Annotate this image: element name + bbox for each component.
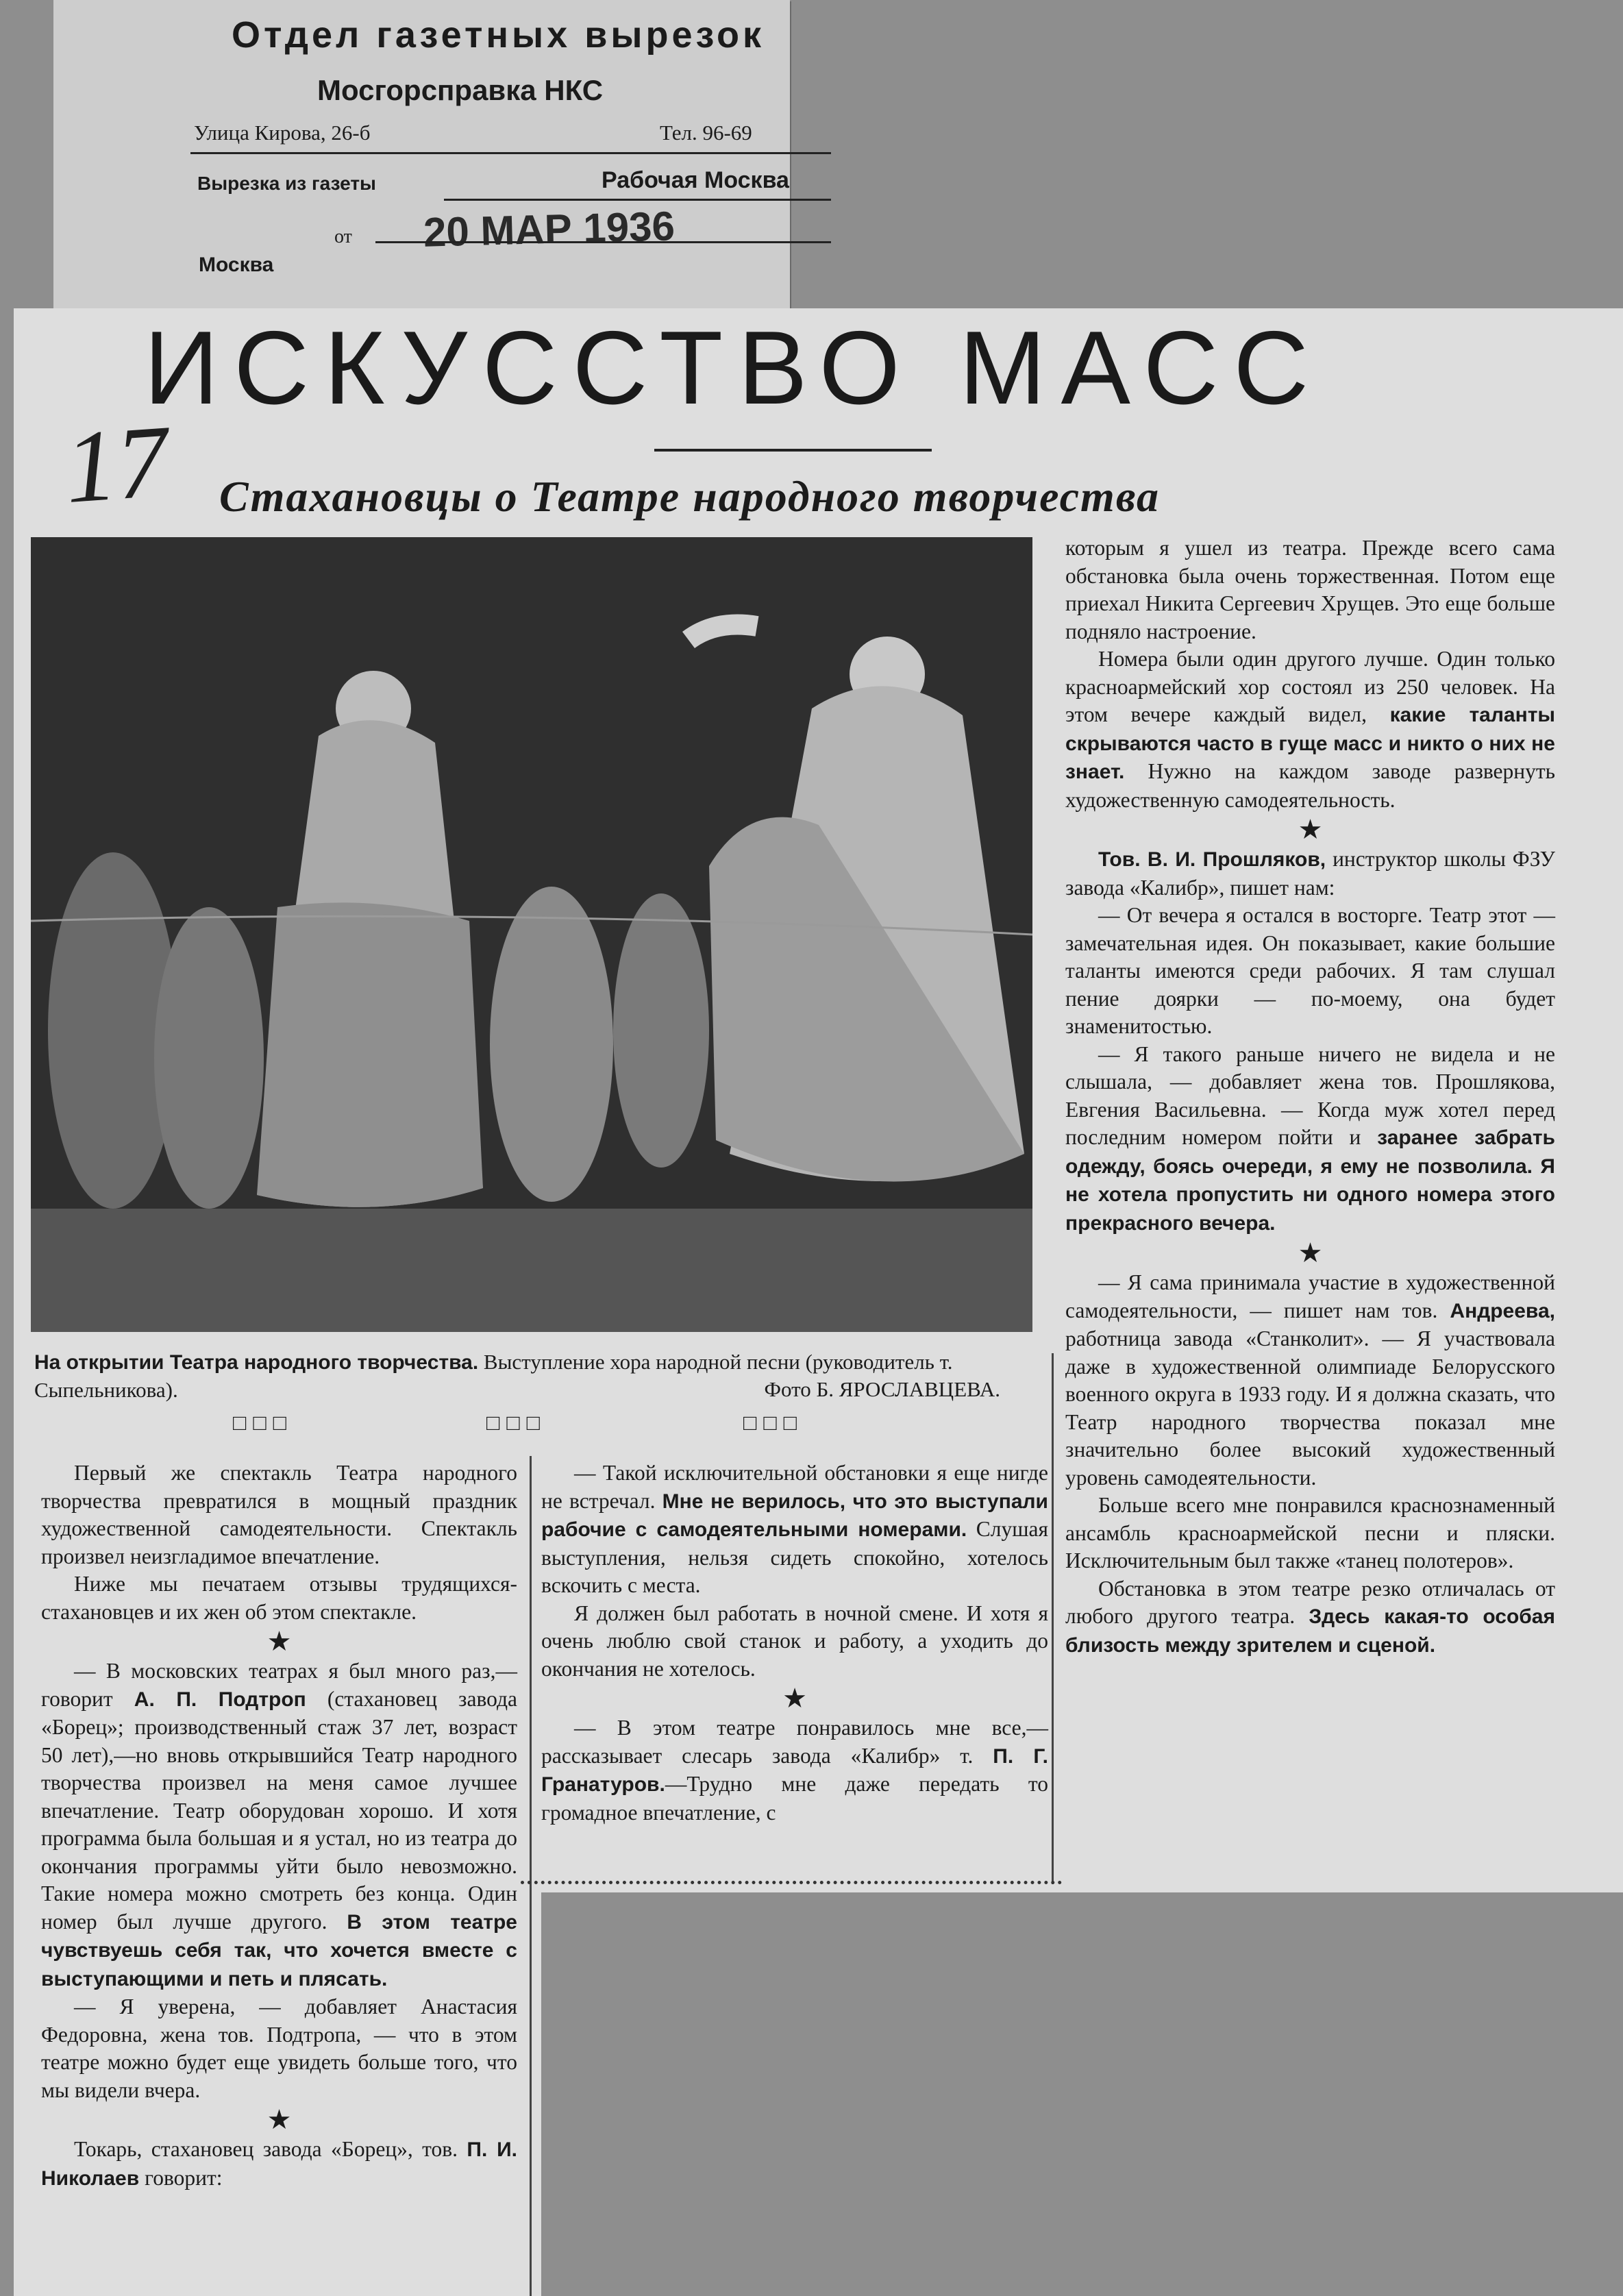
article-subheadline: Стахановцы о Театре народного творчества bbox=[219, 472, 1160, 521]
paragraph: которым я ушел из театра. Прежде всего сама обстановка была очень торжественная. Потом еще приехал Никита Сергеевич Хрущев. Это еще больше подняло настроение. bbox=[1065, 536, 1555, 643]
paragraph bbox=[1065, 1269, 1555, 1492]
person-name: А. П. Подтроп bbox=[134, 1688, 306, 1711]
headline-rule bbox=[654, 449, 932, 452]
paragraph: Первый же спектакль Театра народного творчества превратился в мощный праздник художественной самодеятельности. Спектакль произвел неизгладимое впечатление. bbox=[41, 1461, 517, 1568]
caption-credit: Фото Б. ЯРОСЛАВЦЕВА. bbox=[764, 1377, 1000, 1401]
caption-text: Выступление хора народной песни (руководитель т. Сыпельникова). bbox=[34, 1350, 953, 1402]
stamp-rule bbox=[375, 241, 831, 243]
text-run: — Такой исключительной обстановки я еще нигде не встречал. bbox=[541, 1461, 1048, 1513]
star-separator: ★ bbox=[1298, 1237, 1323, 1268]
text-run: Номера были один другого лучше. Один только красноармейский хор состоял из 250 человек. На этом вечере каждый видел, bbox=[1065, 647, 1555, 726]
person-name: Тов. В. И. Прошляков, bbox=[1098, 848, 1326, 871]
text-run: Слушая выступления, нельзя сидеть спокойно, хотелось вскочить с места. bbox=[541, 1517, 1048, 1597]
text-run: — В московских театрах я был много раз,—говорит bbox=[41, 1659, 517, 1711]
star-separator: ★ bbox=[782, 1683, 807, 1714]
text-run: говорит: bbox=[145, 2165, 223, 2190]
column-rule bbox=[1052, 1353, 1054, 1884]
stamp-clipping-label: Вырезка из газеты bbox=[197, 173, 376, 194]
choir-photo bbox=[31, 537, 1032, 1332]
article-headline: ИСКУССТВО МАСС bbox=[144, 310, 1324, 426]
paragraph bbox=[41, 1657, 517, 1993]
paragraph: — От вечера я остался в восторге. Театр этот — замечательная идея. Он показывает, какие большие таланты имеются среди рабочих. Я там слушал пение доярки — по-моему, она будет знаменитостью. bbox=[1065, 903, 1555, 1038]
text-run: (стахановец завода «Борец»; производственный стаж 37 лет, возраст 50 лет),—но вновь открывшийся Театр народного творчества произвел на меня самое лучшее впечатление. Театр оборудован хорошо. И хотя программа была большая и я устал, но из театра до окончания программы уйти было невозможно. Такие номера можно смотреть без конца. Один номер был лучше другого. bbox=[41, 1686, 517, 1934]
separator: □□□ bbox=[486, 1410, 547, 1435]
paragraph bbox=[1065, 1041, 1555, 1238]
photo-caption bbox=[34, 1348, 1007, 1404]
bold-quote: какие таланты скрываются часто в гуще масс и никто о них не знает. bbox=[1065, 704, 1556, 783]
stamp-phone: Тел. 96-69 bbox=[660, 121, 752, 145]
column-end-rule bbox=[521, 1881, 1062, 1891]
star-separator: ★ bbox=[267, 1626, 292, 1657]
column-1 bbox=[41, 1459, 517, 2193]
text-run: инструктор школы ФЗУ завода «Калибр», пишет нам: bbox=[1065, 847, 1555, 900]
paragraph: Я должен был работать в ночной смене. И хотя я очень люблю свой станок и работу, а уходить до окончания не хотелось. bbox=[541, 1601, 1048, 1681]
bold-quote: Здесь какая-то особая близость между зрителем и сценой. bbox=[1065, 1605, 1555, 1657]
stamp-title: Отдел газетных вырезок bbox=[232, 14, 765, 55]
text-run: — Я сама принимала участие в художественной самодеятельности, — пишет нам тов. bbox=[1065, 1270, 1555, 1322]
text-run: работница завода «Станколит». — Я участвовала даже в художественной олимпиаде Белорусского военного округа в 1933 году. И я должна сказать, что Театр народного творчества показал мне значительно более высокий художественный уровень самодеятельности. bbox=[1065, 1326, 1555, 1490]
paragraph bbox=[1065, 645, 1555, 814]
person-name: Андреева, bbox=[1450, 1299, 1555, 1322]
paragraph bbox=[1065, 845, 1555, 902]
text-run: —Трудно мне даже передать то громадное впечатление, с bbox=[541, 1772, 1048, 1825]
photo-illustration bbox=[31, 537, 1032, 1332]
bold-quote: Мне не верилось, что это выступали рабочие с самодеятельными номерами. bbox=[541, 1490, 1049, 1541]
handwritten-number: 17 bbox=[61, 404, 172, 526]
text-run: — В этом театре понравилось мне все,—рассказывает слесарь завода «Калибр» т. bbox=[541, 1716, 1048, 1768]
text-run: Нужно на каждом заводе развернуть художественную самодеятельность. bbox=[1065, 759, 1556, 812]
caption-bold: На открытии Театра народного творчества. bbox=[34, 1351, 479, 1374]
stamp-address: Улица Кирова, 26-б bbox=[194, 121, 371, 145]
stamp-rule bbox=[190, 152, 831, 154]
background-board bbox=[541, 1892, 1623, 2296]
stamp-date: 20 МАР 1936 bbox=[423, 203, 676, 256]
separator: □□□ bbox=[233, 1410, 293, 1435]
text-run: Обстановка в этом театре резко отличалась от любого другого театра. bbox=[1065, 1576, 1555, 1628]
paragraph: Ниже мы печатаем отзывы трудящихся-стахановцев и их жен об этом спектакле. bbox=[41, 1572, 517, 1624]
person-name: П. Г. Гранатуров. bbox=[541, 1744, 1049, 1796]
column-2 bbox=[541, 1459, 1048, 1827]
paragraph bbox=[541, 1714, 1048, 1827]
paragraph: Больше всего мне понравился краснознаменный ансамбль красноармейской песни и пляски. Исключительным был также «танец полотеров». bbox=[1065, 1493, 1555, 1572]
stamp-from-label: от bbox=[334, 226, 352, 247]
paragraph bbox=[41, 2136, 517, 2193]
paragraph bbox=[541, 1459, 1048, 1600]
bold-quote: заранее забрать одежду, боясь очереди, я ему не позволила. Я не хотела пропустить ни одного номера этого прекрасного вечера. bbox=[1065, 1126, 1555, 1235]
person-name: П. И. Николаев bbox=[41, 2138, 517, 2190]
column-3 bbox=[1065, 534, 1555, 1659]
text-run: — Я такого раньше ничего не видела и не слышала, — добавляет жена тов. Прошлякова, Евгения Васильевна. — Когда муж хотел перед последним номером пойти и bbox=[1065, 1041, 1555, 1149]
separator: □□□ bbox=[743, 1410, 804, 1435]
stamp-city: Москва bbox=[199, 254, 274, 276]
clipping-stamp bbox=[53, 0, 790, 312]
paragraph bbox=[1065, 1575, 1555, 1660]
column-rule bbox=[530, 1456, 532, 2296]
bold-quote: В этом театре чувствуешь себя так, что хочется вместе с выступающими и петь и плясать. bbox=[41, 1910, 517, 1990]
stamp-newspaper: Рабочая Москва bbox=[602, 167, 789, 193]
stamp-rule bbox=[444, 199, 831, 201]
star-separator: ★ bbox=[1298, 814, 1323, 845]
paragraph: — Я уверена, — добавляет Анастасия Федоровна, жена тов. Подтропа, — что в этом театре можно будет еще увидеть больше того, что мы видели вчера. bbox=[41, 1995, 517, 2102]
stamp-subtitle: Мосгорсправка НКС bbox=[317, 74, 604, 106]
star-separator: ★ bbox=[267, 2104, 292, 2135]
text-run: Токарь, стахановец завода «Борец», тов. bbox=[74, 2137, 458, 2161]
